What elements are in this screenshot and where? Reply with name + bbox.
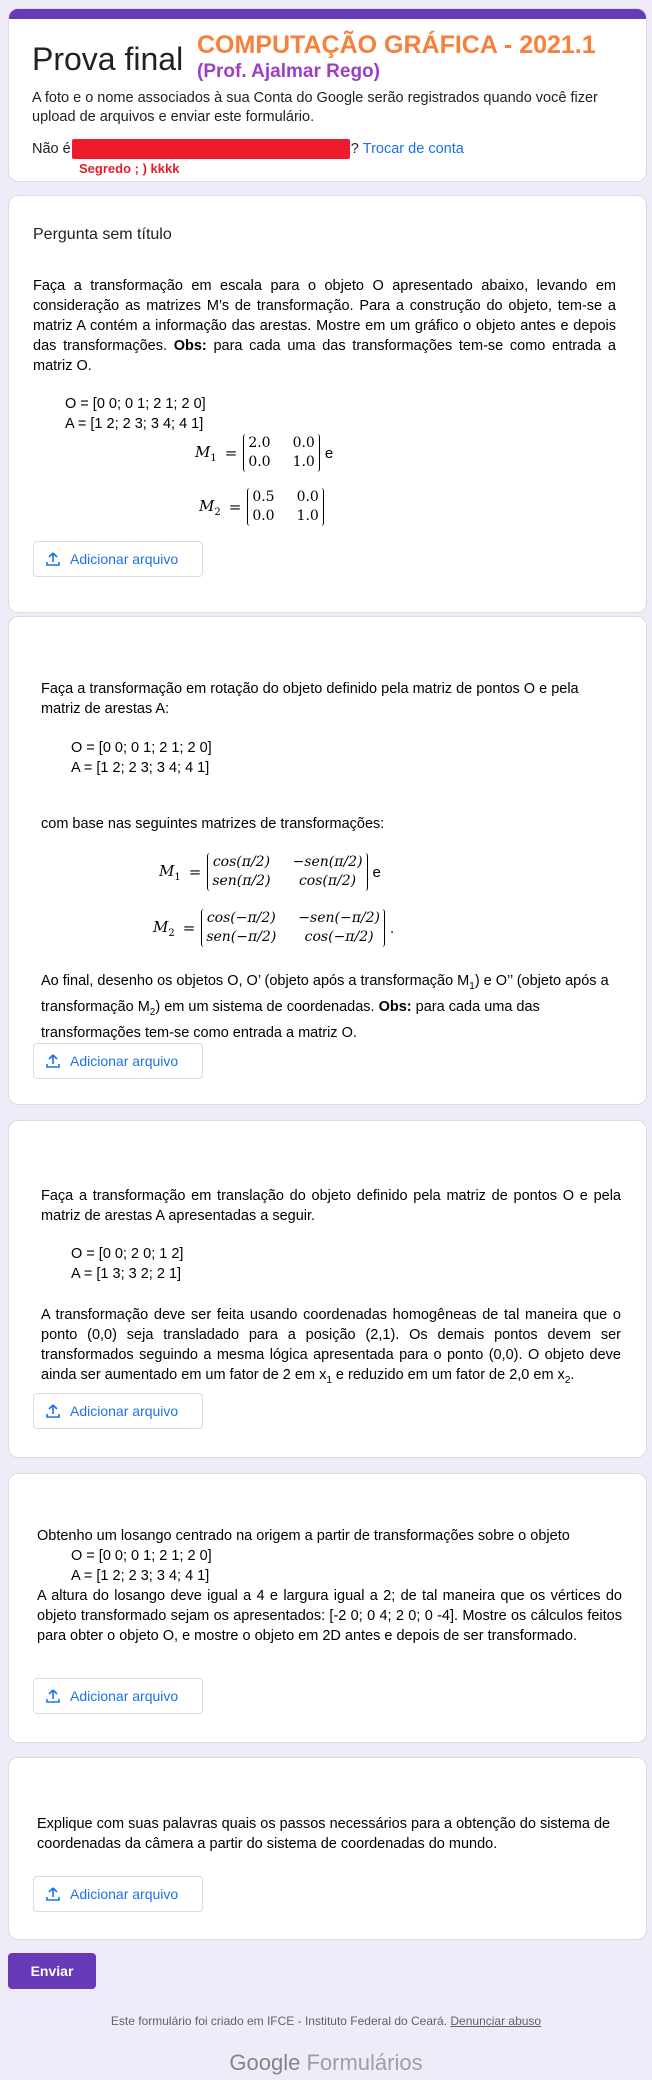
- add-file-button[interactable]: [33, 1043, 203, 1079]
- object-a: A = [1 2; 2 3; 3 4; 4 1]: [71, 1568, 210, 1584]
- question-text-b: para cada uma das transformações tem-se como entrada a matriz O.: [33, 338, 616, 374]
- matrix-m1-label: $M_1$: [195, 442, 217, 464]
- question-card-3: [8, 1120, 647, 1458]
- question-text: Faça a transformação em translação do objeto definido pela matriz de pontos O e pela matriz de arestas A apresentadas a seguir.: [41, 1188, 621, 1224]
- matrix-m1-tail: e: [324, 444, 334, 462]
- matrix-m2-label: $M_2$: [199, 496, 221, 518]
- question-text-body: A transformação deve ser feita usando coordenadas homogêneas de tal maneira que o ponto (0,0) seja transladado para a posição (2,1). Os demais pontos devem ser transformados seguindo a mesma lógica apresentada para o ponto (0,0). O objeto deve ainda ser aumentado em um fator de 2 em $x_1$ e reduzido em um fator de 2,0 em $x_2$.: [41, 1307, 621, 1386]
- matrix-m2-tail: .: [389, 919, 395, 937]
- brand-forms: Formulários: [306, 2050, 423, 2075]
- add-file-label: Adicionar arquivo: [70, 551, 179, 567]
- add-file-button[interactable]: [33, 1393, 203, 1429]
- upload-icon: [46, 1054, 60, 1068]
- account-prefix: Não é: [32, 141, 71, 157]
- question-text: Faça a transformação em rotação do objeto definido pela matriz de pontos O e pela matriz de arestas A:: [41, 681, 579, 717]
- account-suffix: ?: [350, 141, 359, 157]
- object-o: O = [0 0; 2 0; 1 2]: [71, 1246, 184, 1262]
- add-file-button[interactable]: [33, 1876, 203, 1912]
- matrix-m2-label: $M_2$: [153, 917, 175, 939]
- report-abuse-link[interactable]: Denunciar abuso: [450, 2014, 542, 2028]
- question-card-5: [8, 1757, 647, 1940]
- redacted-email: [72, 139, 350, 159]
- form-description: A foto e o nome associados à sua Conta do Google serão registrados quando você fizer upload de arquivos e enviar este formulário.: [32, 90, 598, 125]
- question-text: [33, 276, 616, 376]
- object-a: A = [1 3; 3 2; 2 1]: [71, 1266, 182, 1282]
- question-card-2: [8, 616, 647, 1105]
- obs-label: Obs:: [173, 338, 207, 354]
- header-accent-bar: [9, 9, 646, 19]
- form-header-card: [8, 8, 647, 182]
- matrix-m2-values: 0.5 0.0 0.0 1.0: [247, 488, 324, 526]
- object-o: O = [0 0; 0 1; 2 1; 2 0]: [71, 1548, 212, 1564]
- add-file-label: Adicionar arquivo: [70, 1886, 179, 1902]
- overlay-course-title: COMPUTAÇÃO GRÁFICA - 2021.1: [197, 31, 596, 59]
- matrix-m2-values: cos(−π/2) −sen(−π/2) sen(−π/2) cos(−π/2): [201, 909, 385, 947]
- add-file-label: Adicionar arquivo: [70, 1403, 179, 1419]
- question-text: Explique com suas palavras quais os passos necessários para a obtenção do sistema de coordenadas da câmera a partir do sistema de coordenadas do mundo.: [37, 1816, 611, 1852]
- question-text-a: Faça a transformação em escala para o objeto O apresentado abaixo, levando em consideração as matrizes M’s de transformação. Para a construção do objeto, tem-se a matriz A contém a informação das arestas. Mostre em um gráfico o objeto antes e depois das transformações.: [33, 278, 616, 354]
- secret-note: Segredo ; ) kkkk: [79, 161, 180, 176]
- google-forms-logo[interactable]: [0, 2050, 652, 2076]
- overlay-professor: (Prof. Ajalmar Rego): [197, 61, 380, 82]
- brand-google: Google: [229, 2050, 301, 2075]
- matrix-m2: $M_2$ = 0.5 0.0 0.0 1.0: [199, 488, 324, 526]
- question-text-middle: com base nas seguintes matrizes de transformações:: [41, 816, 385, 832]
- question-text-body: A altura do losango deve igual a 4 e largura igual a 2; de tal maneira que os vértices do objeto transformado sejam os apresentados: [-2 0; 0 4; 2 0; 0 -4]. Mostre os cálculos feitos para obter o objeto O, e mostre o objeto em 2D antes e depois de ser transformado.: [37, 1588, 622, 1644]
- object-o: O = [0 0; 0 1; 2 1; 2 0]: [71, 740, 212, 756]
- object-o: O = [0 0; 0 1; 2 1; 2 0]: [65, 396, 206, 412]
- matrix-m1-label: $M_1$: [159, 861, 181, 883]
- question-text-outro: Ao final, desenho os objetos O, O’ (objeto após a transformação $M_1$) e O’’ (objeto após a transformação $M_2$) em um sistema de coordenadas. Obs: para cada uma das transformações tem-se como entrada a matriz O.: [41, 973, 609, 1041]
- submit-button[interactable]: Enviar: [8, 1953, 96, 1989]
- add-file-button[interactable]: [33, 1678, 203, 1714]
- account-line: [32, 139, 464, 159]
- upload-icon: [46, 1887, 60, 1901]
- object-a: A = [1 2; 2 3; 3 4; 4 1]: [65, 416, 204, 432]
- obs-label: Obs:: [378, 998, 412, 1015]
- add-file-button[interactable]: [33, 541, 203, 577]
- upload-icon: [46, 552, 60, 566]
- add-file-label: Adicionar arquivo: [70, 1688, 179, 1704]
- form-title: Prova final: [32, 41, 184, 77]
- matrix-m1-values: cos(π/2) −sen(π/2) sen(π/2) cos(π/2): [207, 853, 367, 891]
- switch-account-link[interactable]: Trocar de conta: [362, 141, 464, 157]
- matrix-m2: $M_2$ = cos(−π/2) −sen(−π/2) sen(−π/2) cos(−π/2) .: [153, 910, 395, 945]
- upload-icon: [46, 1404, 60, 1418]
- object-a: A = [1 2; 2 3; 3 4; 4 1]: [71, 760, 210, 776]
- upload-icon: [46, 1689, 60, 1703]
- question-card-1: [8, 195, 647, 613]
- matrix-m1: $M_1$ = cos(π/2) −sen(π/2) sen(π/2) cos(π/2) e: [159, 854, 381, 889]
- matrix-m1: $M_1$ = 2.0 0.0 0.0 1.0 e: [195, 435, 334, 470]
- matrix-m1-values: 2.0 0.0 0.0 1.0: [243, 434, 320, 472]
- question-title: Pergunta sem título: [33, 226, 172, 243]
- matrix-m1-tail: e: [372, 863, 381, 881]
- question-text: Obtenho um losango centrado na origem a partir de transformações sobre o objeto: [37, 1528, 570, 1544]
- footer-created-in: Este formulário foi criado em IFCE - Instituto Federal do Ceará.: [110, 2014, 448, 2028]
- footer-text: [0, 2014, 652, 2028]
- question-card-4: [8, 1473, 647, 1743]
- add-file-label: Adicionar arquivo: [70, 1053, 179, 1069]
